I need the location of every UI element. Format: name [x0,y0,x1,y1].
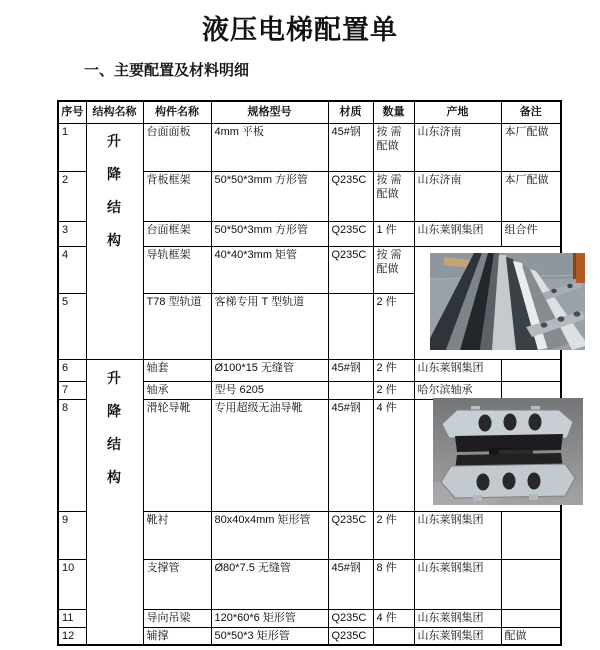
serial-cell: 6 [58,359,86,381]
serial-cell: 8 [58,399,86,511]
component-cell: 轴承 [143,381,211,399]
material-cell: Q235C [328,511,373,559]
component-cell: 靴衬 [143,511,211,559]
serial-cell: 1 [58,123,86,171]
spec-cell: 120*60*6 矩形管 [211,609,328,627]
component-cell: 滑轮导靴 [143,399,211,511]
origin-cell: 哈尔滨轴承 [414,381,501,399]
note-cell: 本厂配做 [501,123,561,171]
note-cell: 配做 [501,627,561,645]
serial-cell: 12 [58,627,86,645]
table-header-row [58,101,561,123]
photo-steel-t-rails [430,253,585,350]
col-header-component: 构件名称 [143,101,211,123]
material-cell: 45#钢 [328,399,373,511]
col-header-serial: 序号 [58,101,86,123]
qty-cell: 按 需配做 [373,171,414,221]
col-header-note: 备注 [501,101,561,123]
serial-cell: 9 [58,511,86,559]
qty-cell: 2 件 [373,511,414,559]
qty-cell: 4 件 [373,609,414,627]
material-cell: 45#钢 [328,123,373,171]
component-cell: 导向吊梁 [143,609,211,627]
spec-cell: 80x40x4mm 矩形管 [211,511,328,559]
note-cell [501,381,561,399]
table-row [58,359,561,381]
origin-cell: 山东莱钢集团 [414,627,501,645]
structure-group-label: 升降结构 [107,369,121,485]
structure-group-label: 升降结构 [107,132,121,248]
col-header-structure: 结构名称 [86,101,143,123]
component-cell: 台面框架 [143,221,211,246]
component-cell: 背板框架 [143,171,211,221]
spec-cell: 50*50*3 矩形管 [211,627,328,645]
page-title: 液压电梯配置单 [202,15,398,45]
qty-cell: 按 需配做 [373,246,414,293]
component-cell: 支撑管 [143,559,211,609]
photo-roller-guide-shoes [433,398,583,505]
col-header-spec: 规格型号 [211,101,328,123]
origin-cell: 山东莱钢集团 [414,511,501,559]
material-cell [328,381,373,399]
component-cell: 辅撑 [143,627,211,645]
component-cell: 轴套 [143,359,211,381]
structure-group-cell [86,359,143,645]
qty-cell: 1 件 [373,221,414,246]
spec-cell: 专用超级无油导靴 [211,399,328,511]
origin-cell: 山东济南 [414,171,501,221]
component-cell: 导轨框架 [143,246,211,293]
material-cell: Q235C [328,627,373,645]
material-cell: 45#钢 [328,359,373,381]
qty-cell: 2 件 [373,359,414,381]
note-cell: 组合件 [501,221,561,246]
qty-cell: 4 件 [373,399,414,511]
origin-cell: 山东莱钢集团 [414,221,501,246]
steel-t-rails-image [430,253,585,350]
origin-cell: 山东莱钢集团 [414,359,501,381]
serial-cell: 3 [58,221,86,246]
structure-group-cell [86,123,143,359]
configuration-table [57,100,562,646]
col-header-material: 材质 [328,101,373,123]
spec-cell: 40*40*3mm 矩管 [211,246,328,293]
serial-cell: 7 [58,381,86,399]
note-cell [501,359,561,381]
table-row [58,123,561,171]
serial-cell: 5 [58,293,86,359]
qty-cell: 8 件 [373,559,414,609]
note-cell [501,609,561,627]
col-header-origin: 产地 [414,101,501,123]
serial-cell: 4 [58,246,86,293]
spec-cell: 型号 6205 [211,381,328,399]
material-cell: Q235C [328,171,373,221]
origin-cell: 山东济南 [414,123,501,171]
origin-cell: 山东莱钢集团 [414,609,501,627]
spec-cell: 50*50*3mm 方形管 [211,171,328,221]
qty-cell: 2 件 [373,381,414,399]
col-header-qty: 数量 [373,101,414,123]
component-cell: T78 型轨道 [143,293,211,359]
note-cell [501,511,561,559]
spec-cell: Ø80*7.5 无缝管 [211,559,328,609]
note-cell [501,559,561,609]
spec-cell: 客梯专用 T 型轨道 [211,293,328,359]
spec-cell: 4mm 平板 [211,123,328,171]
serial-cell: 11 [58,609,86,627]
spec-cell: Ø100*15 无缝管 [211,359,328,381]
spec-cell: 50*50*3mm 方形管 [211,221,328,246]
qty-cell [373,627,414,645]
serial-cell: 10 [58,559,86,609]
material-cell: Q235C [328,221,373,246]
qty-cell: 2 件 [373,293,414,359]
origin-cell: 山东莱钢集团 [414,559,501,609]
material-cell: Q235C [328,246,373,293]
serial-cell: 2 [58,171,86,221]
qty-cell: 按 需配做 [373,123,414,171]
section-heading: 一、主要配置及材料明细 [84,63,250,79]
component-cell: 台面面板 [143,123,211,171]
material-cell [328,293,373,359]
guide-shoes-image [433,398,583,505]
note-cell: 本厂配做 [501,171,561,221]
material-cell: 45#钢 [328,559,373,609]
material-cell: Q235C [328,609,373,627]
